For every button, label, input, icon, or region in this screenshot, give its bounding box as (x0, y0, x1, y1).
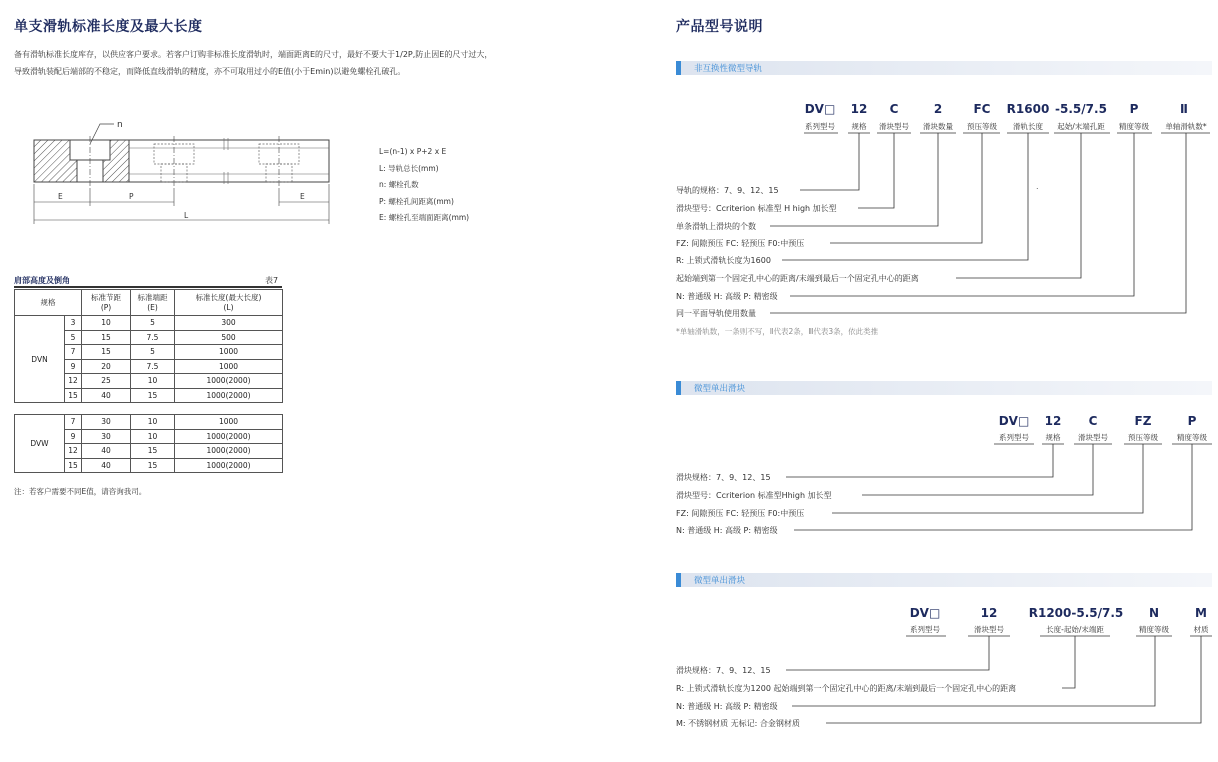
code-item: M (1195, 606, 1207, 620)
table-cell: 15 (131, 444, 175, 459)
table-number: 表7 (265, 276, 279, 285)
label-p: P (129, 192, 134, 201)
table-cell: 15 (65, 458, 82, 473)
code-item: 2 (933, 102, 943, 116)
code-item: N (1148, 606, 1160, 620)
code-label: 单轴滑轨数* (1165, 122, 1207, 131)
table-cell: 1000(2000) (175, 429, 283, 444)
sec1-footnote: *单轴滑轨数，一条则不写，Ⅱ代表2条，Ⅲ代表3条，依此类推 (676, 327, 879, 336)
table-cell: 7.5 (131, 359, 175, 374)
section-bar-3 (676, 573, 1212, 587)
table-cell: 5 (131, 316, 175, 331)
section-title-3: 微型单出滑块 (694, 576, 746, 586)
code-item: Ⅱ (1180, 102, 1188, 116)
desc-line: M: 不锈钢材质 无标记: 合金钢材质 (676, 719, 800, 728)
desc-line: 导轨的规格：7、9、12、15 (676, 186, 779, 195)
code-label: 精度等级 (1177, 433, 1207, 442)
legend-line: L: 导轨总长(mm) (379, 163, 439, 173)
table-cell: 1000 (175, 415, 283, 430)
table-title: 肩部高度及倒角 (14, 276, 70, 285)
desc-line: R: 上锁式滑轨长度为1600 (676, 256, 771, 265)
code-label: 系列型号 (910, 625, 940, 634)
table-cell: 40 (82, 388, 131, 403)
code-item: DV□ (804, 102, 836, 116)
section-bar-2 (676, 381, 1212, 395)
table-cell: 9 (65, 359, 82, 374)
code-label: 预压等级 (1128, 433, 1158, 442)
code-label: 规格 (1045, 433, 1061, 442)
code-label: 规格 (851, 122, 867, 131)
table-cell: 30 (82, 415, 131, 430)
header-pitch: 标准节距 (P) (82, 290, 131, 316)
series-name-cell: DVN (15, 316, 65, 403)
table-cell: 40 (82, 458, 131, 473)
table-cell: 12 (65, 374, 82, 389)
label-n: n (117, 120, 123, 130)
table-cell: 3 (65, 316, 82, 331)
table-cell: 1000 (175, 345, 283, 360)
table-cell: 15 (131, 388, 175, 403)
code-item: DV□ (998, 414, 1030, 428)
section-title-1: 非互换性微型导轨 (694, 64, 763, 74)
code-item: -5.5/7.5 (1055, 102, 1107, 116)
desc-line: FZ: 间隙预压 FC: 轻预压 F0:中预压 (676, 239, 805, 248)
code-label: 精度等级 (1119, 122, 1149, 131)
table-cell: 9 (65, 429, 82, 444)
label-e-right: E (300, 192, 305, 201)
left-title: 单支滑轨标准长度及最大长度 (14, 19, 203, 35)
desc-line: FZ: 间隙预压 FC: 轻预压 F0:中预压 (676, 509, 805, 518)
table-cell: 5 (131, 345, 175, 360)
table-cell: 1000(2000) (175, 388, 283, 403)
table-cell: 15 (131, 458, 175, 473)
table-cell: 1000(2000) (175, 374, 283, 389)
code-item: R1200-5.5/7.5 (1028, 606, 1124, 620)
code-item: C (1088, 414, 1098, 428)
table-cell: 300 (175, 316, 283, 331)
code-item: 12 (850, 102, 868, 116)
table-cell: 1000(2000) (175, 444, 283, 459)
label-l: L (184, 211, 189, 220)
label-e-left: E (58, 192, 63, 201)
table-note: 注：若客户需要不同E值，请咨询我司。 (14, 487, 147, 496)
code-item: 12 (980, 606, 998, 620)
table-cell: 7 (65, 345, 82, 360)
series-name-cell: DVW (15, 415, 65, 473)
header-length: 标准长度(最大长度) (L) (175, 290, 283, 316)
code-item: FC (973, 102, 991, 116)
table-cell: 30 (82, 429, 131, 444)
desc-line: N: 普通级 H: 高级 P: 精密级 (676, 292, 778, 301)
code-label: 滑块数量 (923, 122, 953, 131)
code-label: 精度等级 (1139, 625, 1169, 634)
desc-line: 单条滑轨上滑块的个数 (676, 222, 756, 231)
table-cell: 12 (65, 444, 82, 459)
code-item: C (889, 102, 899, 116)
table-cell: 10 (131, 429, 175, 444)
code-label: 预压等级 (967, 122, 997, 131)
desc-line: 滑块规格：7、9、12、15 (676, 473, 771, 482)
table-cell: 10 (82, 316, 131, 331)
intro-line-1: 备有滑轨标准长度库存，以供应客户要求。若客户订购非标准长度滑轨时，端面距离E的尺寸，最好不要大于1/2P,防止因E的尺寸过大， (14, 50, 493, 59)
table-cell: 20 (82, 359, 131, 374)
desc-line: N: 普通级 H: 高级 P: 精密级 (676, 526, 778, 535)
section-title-2: 微型单出滑块 (694, 384, 746, 394)
legend-line: P: 螺栓孔间距离(mm) (379, 196, 454, 206)
code-item: 12 (1044, 414, 1062, 428)
code-item: R1600 (1006, 102, 1050, 116)
code-item: P (1187, 414, 1197, 428)
table-cell: 1000(2000) (175, 458, 283, 473)
header-end: 标准端距 (E) (131, 290, 175, 316)
desc-line: 起始端到第一个固定孔中心的距离/末端到最后一个固定孔中心的距离 (676, 274, 919, 283)
table-cell: 15 (65, 388, 82, 403)
desc-line: N: 普通级 H: 高级 P: 精密级 (676, 702, 778, 711)
table-cell: 10 (131, 374, 175, 389)
table-cell: 10 (131, 415, 175, 430)
stray-dot: . (1036, 182, 1039, 191)
code-label: 系列型号 (805, 122, 835, 131)
table-cell: 7 (65, 415, 82, 430)
desc-line: R: 上锁式滑轨长度为1200 起始端到第一个固定孔中心的距离/末端到最后一个固定孔中心的距离 (676, 684, 1017, 693)
header-spec: 规格 (15, 290, 82, 316)
legend-line: E: 螺栓孔至端面距离(mm) (379, 213, 470, 222)
code-label: 长度-起始/末端距 (1046, 625, 1104, 634)
right-title: 产品型号说明 (676, 19, 763, 35)
code-item: DV□ (909, 606, 941, 620)
legend-line: n: 螺栓孔数 (379, 180, 419, 189)
table-cell: 15 (82, 345, 131, 360)
table-cell: 1000 (175, 359, 283, 374)
table-cell: 7.5 (131, 330, 175, 345)
desc-line: 滑块规格：7、9、12、15 (676, 666, 771, 675)
desc-line: 滑块型号：Ccriterion 标准型 H high 加长型 (676, 204, 837, 213)
code-label: 系列型号 (999, 433, 1029, 442)
code-label: 滑轨长度 (1013, 122, 1043, 131)
code-label: 滑块型号 (1078, 433, 1108, 442)
desc-line: 滑块型号：Ccriterion 标准型Hhigh 加长型 (676, 491, 832, 500)
table-cell: 15 (82, 330, 131, 345)
code-item: P (1129, 102, 1139, 116)
code-label: 材质 (1193, 625, 1209, 634)
code-label: 起始/末端孔距 (1057, 122, 1105, 131)
code-label: 滑块型号 (879, 122, 909, 131)
code-label: 滑块型号 (974, 625, 1004, 634)
table-cell: 25 (82, 374, 131, 389)
table-cell: 500 (175, 330, 283, 345)
table-cell: 40 (82, 444, 131, 459)
intro-line-2: 导致滑轨装配后端部的不稳定，而降低直线滑轨的精度，亦不可取用过小的E值(小于Emin)以避免螺栓孔破孔。 (14, 67, 406, 76)
desc-line: 同一平面导轨使用数量 (676, 309, 756, 318)
table-cell: 5 (65, 330, 82, 345)
legend-line: L=(n-1) x P+2 x E (379, 147, 447, 156)
code-item: FZ (1134, 414, 1152, 428)
